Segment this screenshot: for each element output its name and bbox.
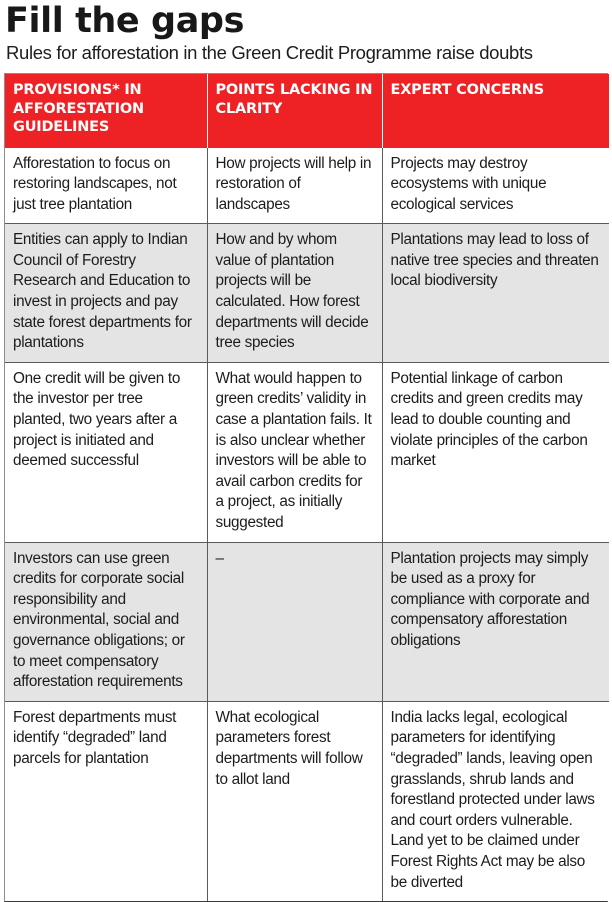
cell-provision: Forest departments must identify “degraded” land parcels for plantation	[5, 701, 207, 901]
cell-expert-concern: Potential linkage of carbon credits and green credits may lead to double counting and violate principles of the carbon market	[382, 362, 609, 542]
gaps-table	[5, 74, 609, 901]
cell-expert-concern: Projects may destroy ecosystems with unique ecological services	[382, 147, 609, 224]
column-header-provisions: PROVISIONS* IN AFFORESTATION GUIDELINES	[5, 74, 207, 147]
column-header-points-lacking-clarity: POINTS LACKING IN CLARITY	[207, 74, 382, 147]
table-header-row	[5, 74, 609, 147]
page-subtitle: Rules for afforestation in the Green Credit Programme raise doubts	[6, 42, 533, 63]
cell-expert-concern: Plantations may lead to loss of native tree species and threaten local biodiversity	[382, 224, 609, 363]
masthead	[0, 0, 612, 64]
cell-lacking-clarity: How projects will help in restoration of landscapes	[207, 147, 382, 224]
cell-provision: Investors can use green credits for corporate social responsibility and environmental, social and governance obligations; or to meet compensatory afforestation requirements	[5, 542, 207, 701]
gaps-table-wrapper	[4, 73, 608, 902]
table-row	[5, 224, 609, 363]
cell-provision: One credit will be given to the investor per tree planted, two years after a project is initiated and deemed successful	[5, 362, 207, 542]
column-header-expert-concerns: EXPERT CONCERNS	[382, 74, 609, 147]
table-row	[5, 542, 609, 701]
cell-expert-concern: India lacks legal, ecological parameters for identifying “degraded” lands, leaving open grasslands, shrub lands and forestland protected under laws and court orders vulnerable. Land yet to be claimed under Forest Rights Act may be also be diverted	[382, 701, 609, 901]
cell-lacking-clarity: What ecological parameters forest departments will follow to allot land	[207, 701, 382, 901]
page-title: Fill the gaps	[5, 1, 245, 41]
cell-provision: Afforestation to focus on restoring landscapes, not just tree plantation	[5, 147, 207, 224]
table-header	[5, 74, 609, 147]
cell-lacking-clarity: –	[207, 542, 382, 701]
cell-expert-concern: Plantation projects may simply be used as a proxy for compliance with corporate and compensatory afforestation obligations	[382, 542, 609, 701]
table-row	[5, 701, 609, 901]
cell-provision: Entities can apply to Indian Council of Forestry Research and Education to invest in projects and pay state forest departments for plantations	[5, 224, 207, 363]
cell-lacking-clarity: What would happen to green credits’ validity in case a plantation fails. It is also unclear whether investors will be able to avail carbon credits for a project, as initially suggested	[207, 362, 382, 542]
table-body	[5, 147, 609, 901]
table-row	[5, 362, 609, 542]
table-row	[5, 147, 609, 224]
cell-lacking-clarity: How and by whom value of plantation projects will be calculated. How forest departments will decide tree species	[207, 224, 382, 363]
